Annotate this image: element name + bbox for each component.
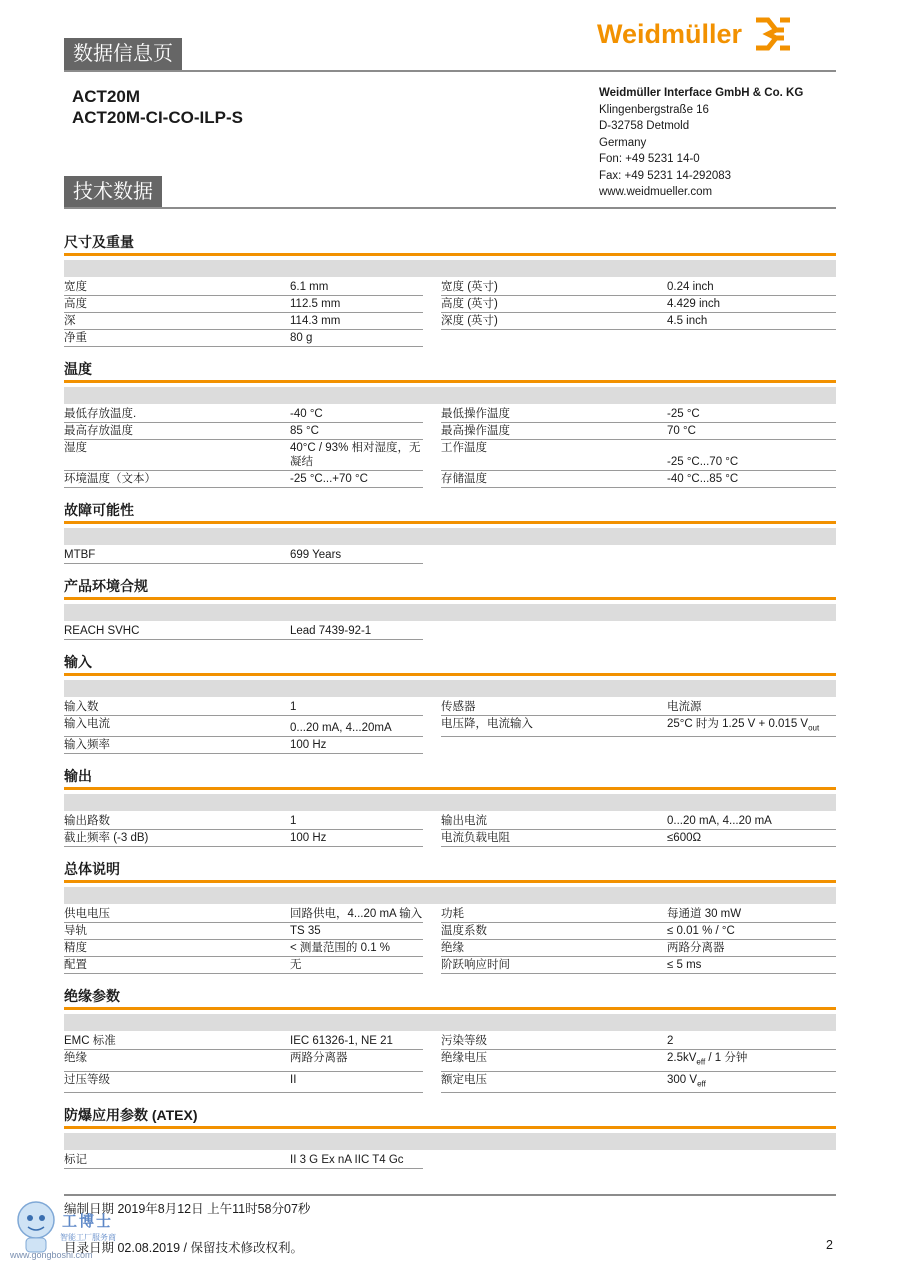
section-spacer [64, 488, 836, 500]
spec-table [64, 699, 836, 754]
product-type: ACT20M-CI-CO-ILP-S [72, 108, 243, 127]
company-fax: Fax: +49 5231 14-292083 [599, 169, 732, 182]
table-row [441, 1050, 836, 1071]
section-title: 尺寸及重量 [64, 234, 134, 250]
spec-label: 输入频率 [64, 739, 110, 752]
spec-section [64, 1105, 836, 1181]
spec-label: EMC 标准 [64, 1035, 116, 1048]
spec-label: 环境温度（文本） [64, 473, 156, 485]
technical-data-tab: 技术数据 [64, 176, 162, 208]
spec-label: 输出电流 [441, 815, 487, 828]
table-row [64, 1072, 423, 1093]
watermark-url: www.gongboshi.com [10, 1250, 93, 1260]
spec-value-suffix: / 1 分钟 [705, 1052, 748, 1065]
table-row [64, 1152, 423, 1169]
spec-label: 绝缘 [64, 1052, 87, 1065]
table-row [64, 279, 423, 296]
spec-value: -25 °C...+70 °C [290, 473, 368, 485]
spec-label: 宽度 (英寸) [441, 281, 498, 293]
watermark-subtitle: 智能工厂服务商 [60, 1233, 116, 1242]
header-rule-tech [64, 207, 836, 209]
spec-value [667, 738, 836, 753]
spec-label: 电压降，电流输入 [441, 718, 533, 730]
table-row [441, 1072, 836, 1093]
spec-label: 输出路数 [64, 815, 110, 828]
spec-value: 0.24 inch [667, 281, 714, 293]
spec-table [64, 906, 836, 974]
spec-label [441, 548, 667, 563]
section-divider [64, 1007, 836, 1010]
spec-section [64, 986, 836, 1105]
company-address [599, 85, 803, 201]
company-city: D-32758 Detmold [599, 120, 690, 132]
section-header-band [64, 387, 836, 404]
spec-label: 存储温度 [441, 473, 487, 485]
spec-value: 两路分离器 [290, 1052, 348, 1065]
table-row [64, 423, 423, 440]
spec-label: 阶跃响应时间 [441, 959, 510, 972]
spec-value-subscript: out [808, 723, 820, 733]
weidmuller-logo [597, 14, 792, 54]
section-divider [64, 380, 836, 383]
spec-value: 699 Years [290, 549, 342, 561]
section-spacer [64, 974, 836, 986]
spec-value: -40 °C [290, 408, 323, 420]
section-spacer [64, 564, 836, 576]
table-row [441, 547, 836, 564]
spec-label: 净重 [64, 332, 87, 344]
spec-value: 40°C / 93% 相对湿度，无凝结 [290, 442, 421, 468]
spec-value: 100 Hz [290, 832, 327, 845]
table-row [64, 296, 423, 313]
spec-sections [64, 232, 836, 1181]
section-divider [64, 880, 836, 883]
spec-value [667, 548, 836, 563]
table-row [441, 813, 836, 830]
spec-label [441, 624, 667, 639]
spec-value: 6.1 mm [290, 281, 329, 293]
table-row [441, 1152, 836, 1169]
spec-value: 回路供电，4...20 mA 输入 [290, 908, 423, 921]
spec-value [667, 1153, 836, 1168]
section-header-band [64, 680, 836, 697]
spec-table [64, 406, 836, 488]
spec-label: 深度 (英寸) [441, 315, 498, 327]
section-header-band [64, 528, 836, 545]
table-row [441, 330, 836, 347]
section-header-band [64, 1133, 836, 1150]
table-row [441, 313, 836, 330]
spec-label: 深 [64, 315, 76, 327]
spec-section [64, 859, 836, 986]
spec-label: REACH SVHC [64, 625, 140, 637]
section-header-band [64, 604, 836, 621]
spec-value: 0...20 mA, 4...20 mA [667, 815, 772, 828]
section-header-band [64, 887, 836, 904]
weidmuller-mark-icon [754, 17, 792, 51]
spec-value-subscript: eff [696, 1057, 706, 1067]
spec-label: 截止频率 (-3 dB) [64, 832, 149, 845]
table-row [64, 957, 423, 974]
spec-label: 电流负载电阻 [441, 832, 510, 845]
spec-value: ≤600Ω [667, 832, 702, 845]
spec-section [64, 500, 836, 576]
table-row [64, 716, 423, 737]
spec-label: 温度系数 [441, 925, 487, 938]
spec-label: 输入电流 [64, 718, 110, 730]
spec-value: TS 35 [290, 925, 321, 938]
spec-value-subscript: eff [697, 1078, 706, 1088]
product-names [72, 86, 243, 128]
spec-label: 供电电压 [64, 908, 110, 921]
spec-value-main: 25°C 时为 1.25 V + 0.015 V [667, 718, 809, 730]
section-divider [64, 597, 836, 600]
product-name: ACT20M [72, 87, 141, 106]
spec-section [64, 359, 836, 500]
spec-label: 输入数 [64, 701, 99, 713]
spec-value: 1 [290, 701, 297, 713]
section-header-band [64, 1014, 836, 1031]
brand-name: Weidmüller [597, 18, 743, 49]
spec-value: 1 [290, 815, 297, 828]
section-divider [64, 521, 836, 524]
table-row [441, 906, 836, 923]
spec-value: 4.429 inch [667, 298, 721, 310]
section-spacer [64, 1169, 836, 1181]
spec-label: MTBF [64, 549, 96, 561]
spec-value [667, 331, 836, 346]
table-row [441, 623, 836, 640]
table-row [64, 699, 423, 716]
table-row [441, 1033, 836, 1050]
spec-value [667, 624, 836, 639]
section-spacer [64, 347, 836, 359]
table-row [441, 923, 836, 940]
table-row [64, 1033, 423, 1050]
table-row [64, 813, 423, 830]
section-title: 总体说明 [64, 861, 120, 878]
table-row [64, 471, 423, 488]
spec-value: 两路分离器 [667, 942, 725, 955]
spec-value: < 测量范围的 0.1 % [290, 942, 391, 955]
spec-section [64, 766, 836, 859]
table-row [64, 547, 423, 564]
company-street: Klingenbergstraße 16 [599, 103, 709, 116]
table-row [64, 440, 423, 471]
spec-label: 传感器 [441, 701, 476, 713]
header-rule-top [64, 70, 836, 72]
spec-label: 工作温度 [441, 442, 487, 454]
creation-date: 编制日期 2019年8月12日 上午11时58分07秒 [64, 1202, 311, 1216]
table-row [441, 440, 836, 471]
spec-value: 0...20 mA, 4...20mA [290, 722, 392, 735]
table-row [64, 623, 423, 640]
section-title: 输入 [64, 654, 92, 670]
spec-value: 112.5 mm [290, 298, 341, 310]
spec-value-main: 300 V [667, 1073, 698, 1086]
table-row [441, 737, 836, 754]
spec-label: 配置 [64, 959, 87, 972]
spec-value [667, 717, 836, 735]
section-spacer [64, 847, 836, 859]
company-website[interactable]: www.weidmueller.com [599, 186, 713, 198]
spec-label: 高度 (英寸) [441, 298, 498, 310]
spec-label [441, 331, 667, 346]
spec-label: 最低存放温度. [64, 408, 137, 420]
spec-value [667, 1073, 836, 1091]
spec-table [64, 1033, 836, 1093]
table-row [64, 330, 423, 347]
table-row [441, 296, 836, 313]
spec-value-main: 2.5kV [667, 1052, 697, 1065]
company-phone: Fon: +49 5231 14-0 [599, 153, 700, 165]
spec-value: 4.5 inch [667, 315, 708, 327]
table-row [441, 957, 836, 974]
company-name: Weidmüller Interface GmbH & Co. KG [599, 87, 804, 99]
spec-value: -25 °C [667, 408, 700, 420]
table-row [64, 906, 423, 923]
spec-label [441, 1153, 667, 1168]
section-spacer [64, 640, 836, 652]
table-row [64, 940, 423, 957]
section-divider [64, 673, 836, 676]
spec-label: 精度 [64, 942, 87, 955]
spec-label: 功耗 [441, 908, 464, 921]
spec-value: II [290, 1073, 297, 1086]
catalog-date: 目录日期 02.08.2019 / 保留技术修改权利。 [64, 1241, 303, 1255]
spec-value: -40 °C...85 °C [667, 473, 739, 485]
spec-value: Lead 7439-92-1 [290, 625, 372, 637]
spec-section [64, 576, 836, 652]
spec-label: 最低操作温度 [441, 408, 510, 420]
spec-value: II 3 G Ex nA IIC T4 Gc [290, 1153, 404, 1166]
spec-label: 最高存放温度 [64, 425, 133, 437]
spec-value [667, 1051, 836, 1069]
spec-section [64, 232, 836, 359]
spec-value: 114.3 mm [290, 315, 341, 327]
spec-value: -25 °C...70 °C [667, 456, 739, 468]
section-title: 防爆应用参数 (ATEX) [64, 1106, 198, 1123]
company-country: Germany [599, 136, 647, 149]
section-title: 故障可能性 [64, 502, 134, 518]
spec-label: 过压等级 [64, 1073, 110, 1086]
spec-value: 2 [667, 1035, 674, 1048]
spec-value: 85 °C [290, 425, 319, 437]
table-row [441, 716, 836, 737]
spec-label: 最高操作温度 [441, 425, 510, 437]
spec-value: 每通道 30 mW [667, 908, 742, 921]
section-divider [64, 253, 836, 256]
table-row [64, 1050, 423, 1071]
section-header-band [64, 260, 836, 277]
table-row [441, 940, 836, 957]
spec-label: 湿度 [64, 442, 87, 454]
spec-label: 标记 [64, 1153, 87, 1166]
spec-value: 80 g [290, 332, 313, 344]
spec-table [64, 279, 836, 347]
spec-value: ≤ 5 ms [667, 959, 702, 972]
table-row [64, 830, 423, 847]
table-row [441, 830, 836, 847]
page-number: 2 [826, 1238, 833, 1252]
spec-table [64, 813, 836, 847]
spec-value: IEC 61326-1, NE 21 [290, 1035, 393, 1048]
section-divider [64, 787, 836, 790]
spec-value: ≤ 0.01 % / °C [667, 925, 735, 938]
section-title: 输出 [64, 768, 92, 785]
spec-label: 宽度 [64, 281, 87, 293]
section-header-band [64, 794, 836, 811]
section-title: 产品环境合规 [64, 578, 148, 594]
section-title: 温度 [64, 361, 92, 377]
spec-label: 高度 [64, 298, 87, 310]
watermark-title: 工博士 [62, 1213, 114, 1230]
table-row [441, 406, 836, 423]
spec-label: 绝缘电压 [441, 1052, 487, 1065]
spec-table [64, 1152, 836, 1169]
spec-value: 70 °C [667, 425, 696, 437]
spec-value: 100 Hz [290, 739, 327, 752]
table-row [64, 737, 423, 754]
section-spacer [64, 1093, 836, 1105]
table-row [441, 699, 836, 716]
section-spacer [64, 754, 836, 766]
spec-label: 导轨 [64, 925, 87, 938]
section-divider [64, 1126, 836, 1129]
footer-rule [64, 1194, 836, 1196]
table-row [441, 423, 836, 440]
spec-label: 绝缘 [441, 942, 464, 955]
table-row [64, 406, 423, 423]
spec-table [64, 547, 836, 564]
table-row [441, 471, 836, 488]
spec-section [64, 652, 836, 766]
spec-value: 电流源 [667, 701, 702, 713]
spec-table [64, 623, 836, 640]
spec-value: 无 [290, 959, 302, 972]
spec-label: 污染等级 [441, 1035, 487, 1048]
table-row [64, 313, 423, 330]
datasheet-tab: 数据信息页 [64, 38, 182, 70]
table-row [64, 923, 423, 940]
section-title: 绝缘参数 [64, 988, 120, 1005]
table-row [441, 279, 836, 296]
spec-label: 额定电压 [441, 1073, 487, 1086]
spec-label [441, 738, 667, 753]
